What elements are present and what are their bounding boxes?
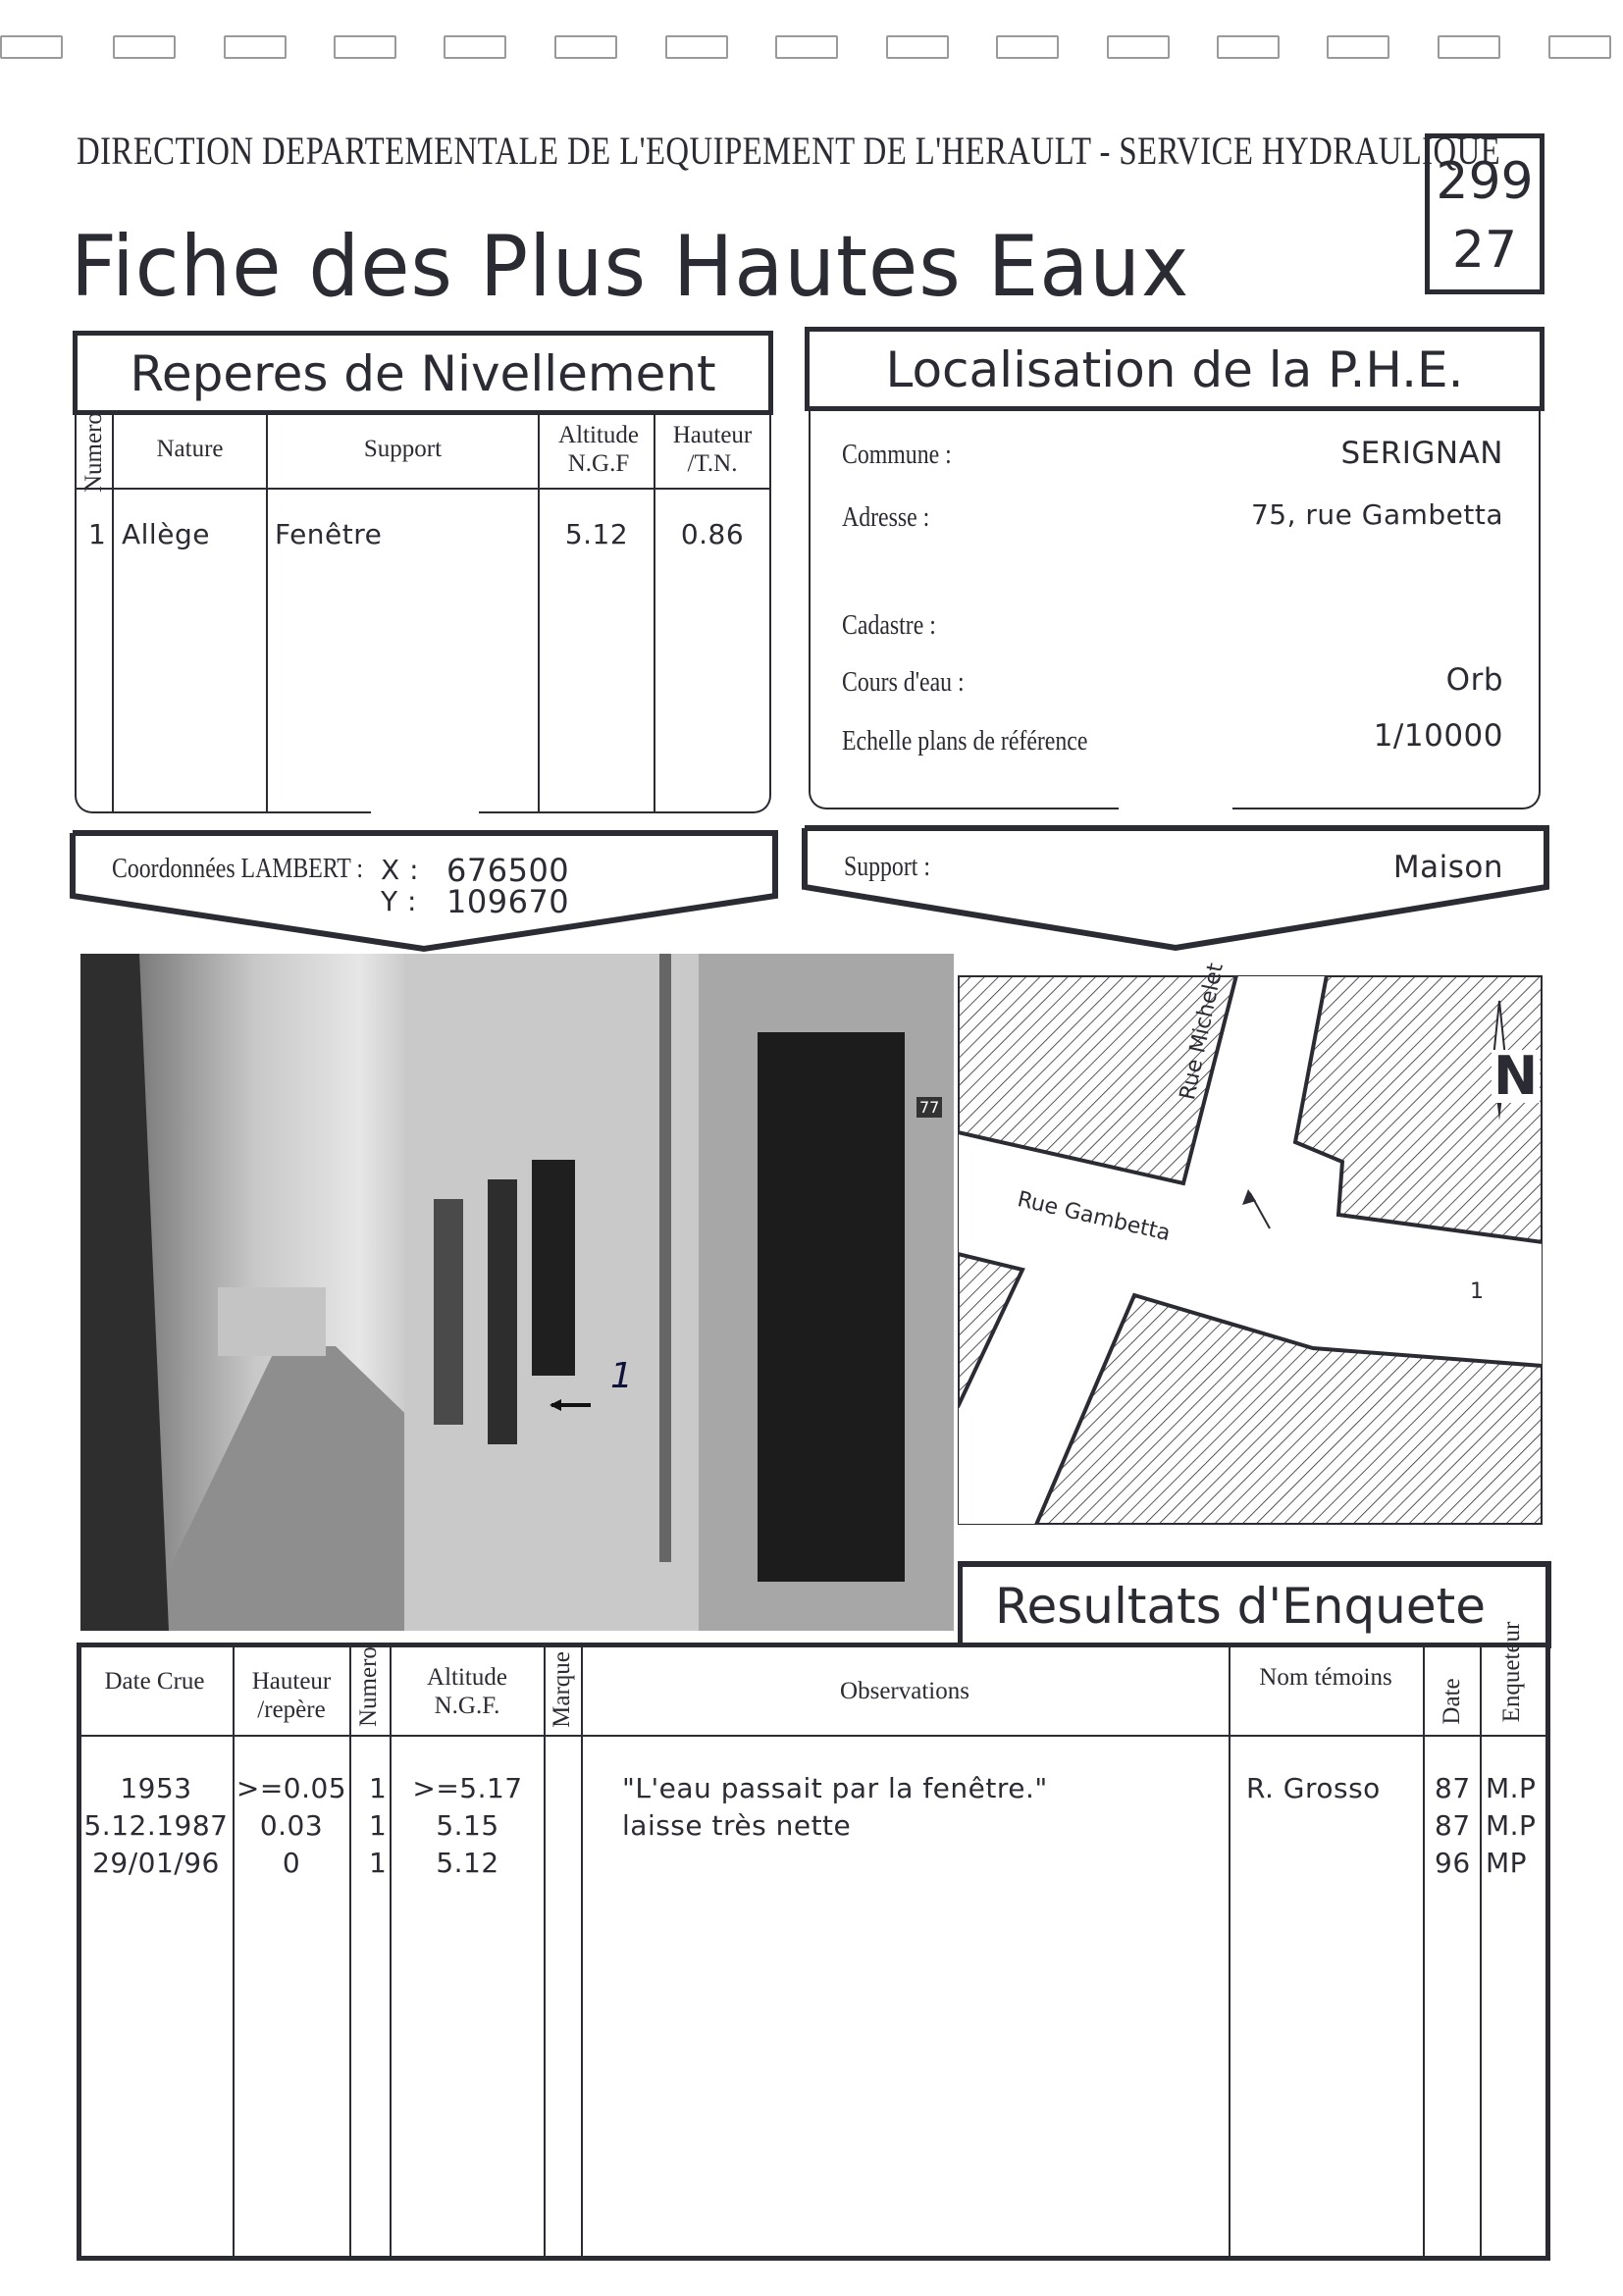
- map-marker: 1: [1470, 1279, 1484, 1304]
- col-header-altitude-ngf: Altitude N.G.F.: [427, 1664, 507, 1719]
- col-header-date: Date: [1439, 1678, 1465, 1725]
- north-label: N: [1493, 1045, 1539, 1107]
- cell-enqueteur: M.P: [1486, 1809, 1537, 1842]
- support-arrow-box: [801, 824, 1550, 958]
- col-header-temoins: Nom témoins: [1259, 1664, 1392, 1691]
- cell-hauteur: 0: [282, 1847, 301, 1879]
- cell-numero: 1: [369, 1772, 388, 1804]
- cell-observations: laisse très nette: [622, 1809, 852, 1842]
- sheet-number-box: [1425, 133, 1544, 294]
- col-header-hauteur-repere: Hauteur /repère: [251, 1668, 332, 1723]
- cell-altitude: 5.15: [436, 1809, 499, 1842]
- col-divider: [390, 1644, 392, 2259]
- y-value: 109670: [446, 883, 570, 920]
- punch-hole: [1327, 35, 1389, 59]
- col-header-enqueteur: Enqueteur: [1498, 1621, 1525, 1723]
- row-altitude: 5.12: [564, 518, 629, 550]
- cell-date-crue: 29/01/96: [92, 1847, 220, 1879]
- punch-hole: [0, 35, 63, 59]
- punch-hole: [1107, 35, 1170, 59]
- col-divider: [1423, 1644, 1425, 2259]
- col-divider: [233, 1644, 235, 2259]
- cell-enqueteur: MP: [1486, 1847, 1528, 1879]
- col-divider: [1480, 1644, 1482, 2259]
- adresse-label: Adresse :: [842, 502, 930, 533]
- punch-hole: [334, 35, 396, 59]
- cell-observations: "L'eau passait par la fenêtre.": [622, 1772, 1048, 1804]
- col-header-marque: Marque: [549, 1651, 575, 1728]
- localisation-title: Localisation de la P.H.E.: [885, 341, 1464, 398]
- adresse-value: 75, rue Gambetta: [1250, 498, 1503, 531]
- punch-hole: [554, 35, 617, 59]
- localisation-title-box: [805, 327, 1544, 411]
- cell-temoins: R. Grosso: [1246, 1772, 1381, 1804]
- cell-date: 87: [1435, 1772, 1471, 1804]
- street-photo: [80, 954, 954, 1631]
- col-header-altitude: Altitude N.G.F: [558, 422, 639, 477]
- col-header-hauteur: Hauteur /T.N.: [672, 422, 753, 477]
- resultats-title: Resultats d'Enquete: [995, 1578, 1486, 1635]
- cell-altitude: >=5.17: [412, 1772, 523, 1804]
- punch-hole: [1548, 35, 1611, 59]
- cell-date-crue: 1953: [120, 1772, 192, 1804]
- door-number: 77: [916, 1097, 942, 1118]
- col-divider: [581, 1644, 583, 2259]
- col-divider: [538, 415, 540, 813]
- resultats-header-rule: [79, 1735, 1548, 1737]
- page-title: Fiche des Plus Hautes Eaux: [71, 218, 1190, 316]
- col-header-nature: Nature: [156, 436, 224, 462]
- row-hauteur: 0.86: [680, 518, 745, 550]
- photo-marker: 1: [610, 1356, 633, 1396]
- row-numero: 1: [88, 518, 107, 550]
- punch-hole: [1438, 35, 1500, 59]
- echelle-value: 1/10000: [1373, 718, 1503, 754]
- col-divider: [349, 1644, 351, 2259]
- sheet-sub-number: 27: [1451, 221, 1518, 280]
- department-header: DIRECTION DEPARTEMENTALE DE L'EQUIPEMENT DE L'HERAULT - SERVICE HYDRAULIQUE: [77, 129, 1501, 173]
- cell-date: 87: [1435, 1809, 1471, 1842]
- map-street-michelet: Rue Michelet: [1176, 961, 1229, 1103]
- location-map: [958, 975, 1543, 1525]
- punch-hole: [775, 35, 838, 59]
- commune-label: Commune :: [842, 440, 952, 470]
- cell-date: 96: [1435, 1847, 1471, 1879]
- sheet-number: 299: [1436, 152, 1534, 211]
- col-divider: [544, 1644, 546, 2259]
- notch-gap: [1119, 797, 1232, 816]
- support-label: Support :: [844, 852, 930, 882]
- punch-hole: [886, 35, 949, 59]
- reperes-title-box: [73, 331, 773, 415]
- row-support: Fenêtre: [275, 518, 383, 550]
- lambert-label: Coordonnées LAMBERT :: [112, 854, 363, 884]
- commune-value: SERIGNAN: [1340, 436, 1503, 471]
- lambert-arrow-box: [69, 829, 779, 957]
- cell-hauteur: 0.03: [259, 1809, 324, 1842]
- col-divider: [1229, 1644, 1230, 2259]
- reperes-header-rule: [75, 488, 771, 490]
- cours-label: Cours d'eau :: [842, 667, 965, 698]
- col-header-observations: Observations: [840, 1678, 969, 1704]
- punch-hole: [113, 35, 176, 59]
- punch-hole: [996, 35, 1059, 59]
- cell-date-crue: 5.12.1987: [83, 1809, 229, 1842]
- y-label: Y :: [381, 885, 417, 917]
- cours-value: Orb: [1445, 662, 1503, 698]
- echelle-label: Echelle plans de référence: [842, 726, 1088, 757]
- col-divider: [266, 415, 268, 813]
- col-header-date-crue: Date Crue: [104, 1668, 205, 1695]
- support-value: Maison: [1392, 850, 1503, 885]
- reperes-title: Reperes de Nivellement: [130, 345, 716, 402]
- x-label: X :: [381, 854, 420, 886]
- punch-hole: [224, 35, 287, 59]
- cell-enqueteur: M.P: [1486, 1772, 1537, 1804]
- col-header-numero-resultats: Numero: [355, 1646, 382, 1727]
- row-nature: Allège: [122, 518, 210, 550]
- cell-hauteur: >=0.05: [236, 1772, 347, 1804]
- col-header-support: Support: [363, 436, 443, 462]
- notch-gap: [371, 800, 479, 819]
- punch-hole: [665, 35, 728, 59]
- cell-numero: 1: [369, 1847, 388, 1879]
- x-value: 676500: [446, 852, 570, 889]
- col-divider: [654, 415, 655, 813]
- cadastre-label: Cadastre :: [842, 610, 936, 641]
- cell-altitude: 5.12: [436, 1847, 499, 1879]
- cell-numero: 1: [369, 1809, 388, 1842]
- punch-hole: [444, 35, 506, 59]
- map-street-gambetta: Rue Gambetta: [1015, 1187, 1173, 1247]
- col-header-numero: Numero: [80, 412, 107, 493]
- punch-hole: [1217, 35, 1280, 59]
- col-divider: [112, 415, 114, 813]
